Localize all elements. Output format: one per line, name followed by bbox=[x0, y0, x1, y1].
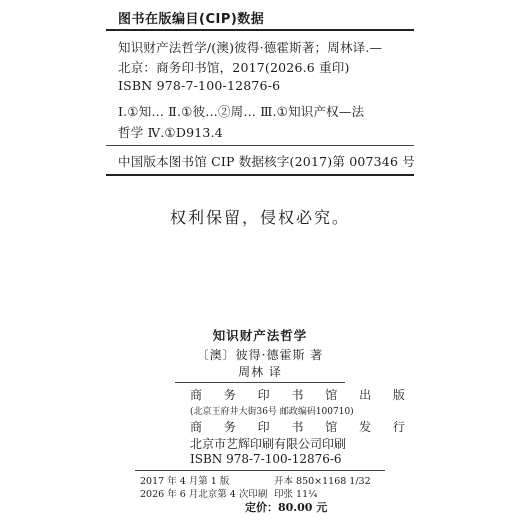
colophon-format: 开本 850×1168 1/32 bbox=[274, 476, 371, 487]
colophon-publisher-address: (北京王府井大街36号 邮政编码100710) bbox=[190, 407, 354, 417]
cip-line: Ⅰ.①知… Ⅱ.①彼…②周… Ⅲ.①知识产权—法 bbox=[118, 104, 365, 119]
colophon-price: 定价：80.00 元 bbox=[245, 501, 328, 514]
colophon-title: 知识财产法哲学 bbox=[212, 328, 308, 343]
colophon-distributor: 商 务 印 书 馆 发 行 bbox=[190, 420, 414, 434]
colophon-translator: 周林 译 bbox=[238, 365, 282, 379]
cip-rule-mid bbox=[106, 145, 414, 146]
colophon-author: 〔澳〕彼得·德霍斯 著 bbox=[196, 348, 324, 362]
cip-line: 北京：商务印书馆，2017(2026.6 重印) bbox=[118, 60, 350, 75]
colophon-printer: 北京市艺辉印刷有限公司印刷 bbox=[190, 437, 347, 451]
colophon-printing: 2026 年 6 月北京第 4 次印刷 bbox=[140, 489, 268, 500]
cip-rule-bottom bbox=[106, 174, 414, 176]
copyright-notice: 权利保留，侵权必究。 bbox=[169, 208, 350, 227]
cip-rule-top bbox=[106, 29, 414, 31]
cip-record-number: 中国版本图书馆 CIP 数据核字(2017)第 007346 号 bbox=[118, 154, 415, 169]
cip-heading: 图书在版编目(CIP)数据 bbox=[118, 12, 265, 27]
colophon-edition: 2017 年 4 月第 1 版 bbox=[140, 476, 230, 487]
cip-line: 知识财产法哲学/(澳)彼得·德霍斯著；周林译.— bbox=[118, 40, 383, 55]
colophon-publisher: 商 务 印 书 馆 出 版 bbox=[190, 388, 414, 402]
colophon-isbn: ISBN 978-7-100-12876-6 bbox=[190, 452, 342, 466]
colophon-sheets: 印张 11¼ bbox=[274, 489, 318, 500]
cip-line: 哲学 Ⅳ.①D913.4 bbox=[118, 125, 223, 140]
colophon-rule-bottom bbox=[135, 470, 385, 471]
colophon-rule-top bbox=[175, 382, 345, 383]
cip-line: ISBN 978-7-100-12876-6 bbox=[118, 78, 281, 93]
